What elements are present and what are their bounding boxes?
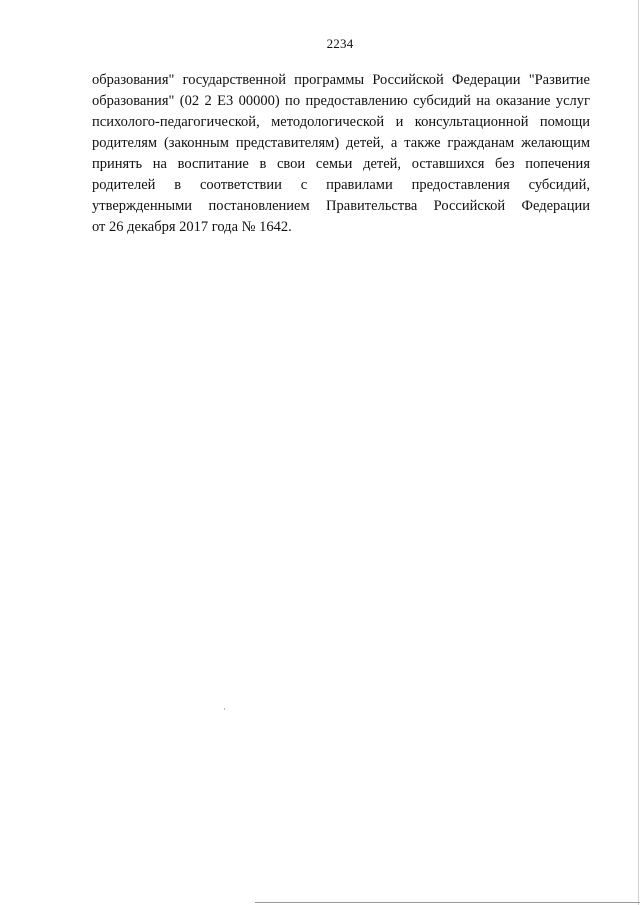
paragraph-line-4: родителям (законным представителям) детей, а также гражданам желающим xyxy=(92,135,590,151)
paragraph-line-1: образования" государственной программы Российской Федерации "Развитие xyxy=(92,72,590,88)
paragraph-line-3: психолого-педагогической, методологической и консультационной помощи xyxy=(92,114,590,130)
paragraph-line-5: принять на воспитание в свои семьи детей, оставшихся без попечения xyxy=(92,156,590,172)
scan-edge-right xyxy=(638,0,639,905)
page-number: 2234 xyxy=(326,36,354,51)
paragraph-line-2: образования" (02 2 Е3 00000) по предоставлению субсидий на оказание услуг xyxy=(92,93,590,109)
paragraph-line-7: утвержденными постановлением Правительства Российской Федерации xyxy=(92,198,590,214)
paragraph-line-6: родителей в соответствии с правилами предоставления субсидий, xyxy=(92,177,590,193)
scan-speck xyxy=(224,708,225,710)
body-paragraph xyxy=(92,70,590,238)
paragraph-line-8: от 26 декабря 2017 года № 1642. xyxy=(92,219,292,235)
scan-edge-bottom xyxy=(255,902,640,903)
